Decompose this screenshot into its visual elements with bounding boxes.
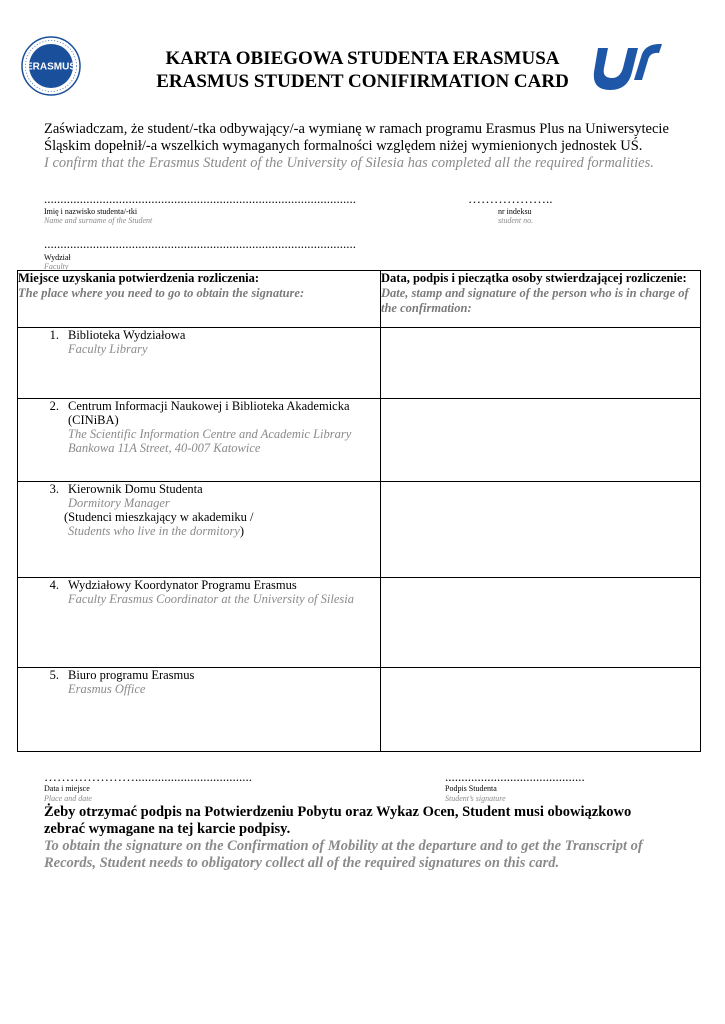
item-note (18, 524, 380, 538)
item-name-pl: Biblioteka Wydziałowa (68, 328, 186, 342)
intro-pl: Zaświadczam, że student/-tka odbywający/-a wymianę w ramach programu Erasmus Plus na Uniwersytecie Śląskim dopełnił/-a wszelkich wymaganych formalności względem niżej wymienionych jednostek UŚ. (44, 121, 669, 154)
item-number: 3. (49, 482, 59, 496)
table-row (18, 399, 701, 482)
item-name-pl: Biuro programu Erasmus (68, 668, 195, 682)
signature-table (17, 270, 701, 752)
table-row (18, 328, 701, 399)
intro-text (44, 121, 684, 172)
date-label-en: Place and date (44, 794, 92, 803)
footer-en: To obtain the signature on the Confirmation of Mobility at the departure and to get the Transcript of Records, Student needs to obligatory collect all of the required signatures on this card. (44, 838, 643, 871)
date-dots[interactable]: ………………….................................... (44, 769, 252, 784)
item-name-en: Faculty Library (68, 342, 148, 356)
intro-en: I confirm that the Erasmus Student of the University of Silesia has completed all the required formalities. (44, 155, 654, 171)
name-label: Imię i nazwisko studenta/-tki (44, 207, 138, 216)
table-row (18, 578, 701, 668)
student-signature-dots[interactable]: ........................................... (445, 769, 585, 784)
date-label: Data i miejsce (44, 784, 90, 793)
item-name-en: Erasmus Office (68, 682, 146, 696)
student-signature-label: Podpis Studenta (445, 784, 497, 793)
signature-cell-2[interactable] (381, 399, 701, 482)
table-header-row (18, 271, 701, 328)
item-name-en: Faculty Erasmus Coordinator at the University of Silesia (68, 592, 354, 606)
col1-header (18, 271, 381, 328)
item-number: 2. (49, 399, 59, 413)
faculty-dots[interactable]: ................................................................................................ (44, 236, 356, 251)
item-note-en: Students who live in the dormitory (68, 524, 240, 538)
title-line-pl: KARTA OBIEGOWA STUDENTA ERASMUSA (165, 48, 560, 69)
item-name-pl: Centrum Informacji Naukowej i Biblioteka Akademicka (CINiBA) (68, 399, 350, 427)
faculty-label-en: Faculty (44, 262, 69, 271)
footer-note (44, 804, 674, 872)
place-cell-4 (18, 578, 381, 668)
place-cell-1 (18, 328, 381, 399)
item-number: 5. (49, 668, 59, 682)
index-label-en: student no. (498, 216, 534, 225)
erasmus-logo-text: ERASMUS (25, 61, 77, 73)
col1-header-en: The place where you need to go to obtain the signature: (18, 286, 305, 300)
erasmus-logo (21, 36, 81, 96)
item-number: 4. (49, 578, 59, 592)
table-row (18, 668, 701, 752)
item-name-pl: Kierownik Domu Studenta (68, 482, 203, 496)
item-number: 1. (49, 328, 59, 342)
item-address-en: Bankowa 11A Street, 40-007 Katowice (68, 441, 261, 455)
name-label-en: Name and surname of the Student (44, 216, 153, 225)
col1-header-pl: Miejsce uzyskania potwierdzenia rozliczenia: (18, 271, 260, 285)
item-name-pl: Wydziałowy Koordynator Programu Erasmus (68, 578, 297, 592)
index-label: nr indeksu (498, 207, 532, 216)
signature-cell-3[interactable] (381, 482, 701, 578)
item-name-en: The Scientific Information Centre and Academic Library (68, 427, 352, 441)
col2-header-pl: Data, podpis i pieczątka osoby stwierdzającej rozliczenie: (381, 271, 687, 285)
col2-header (381, 271, 701, 328)
footer-pl: Żeby otrzymać podpis na Potwierdzeniu Pobytu oraz Wykaz Ocen, Student musi obowiązkowo zebrać wymagane na tej karcie podpisy. (44, 804, 632, 837)
index-dots[interactable]: ……………….. (468, 191, 553, 206)
item-note-pl: (Studenci mieszkający w akademiku / (64, 510, 254, 524)
name-dots[interactable]: ................................................................................................ (44, 191, 356, 206)
table-row (18, 482, 701, 578)
item-name-en: Dormitory Manager (68, 496, 170, 510)
place-cell-5 (18, 668, 381, 752)
signature-cell-4[interactable] (381, 578, 701, 668)
place-cell-3 (18, 482, 381, 578)
page-title (100, 47, 625, 93)
item-note-close: ) (239, 524, 245, 538)
title-line-en: ERASMUS STUDENT CONIFIRMATION CARD (156, 71, 569, 92)
student-signature-label-en: Student’s signature (445, 794, 506, 803)
signature-cell-5[interactable] (381, 668, 701, 752)
signature-cell-1[interactable] (381, 328, 701, 399)
faculty-label: Wydział (44, 253, 71, 262)
col2-header-en: Date, stamp and signature of the person who is in charge of the confirmation: (381, 286, 689, 315)
place-cell-2 (18, 399, 381, 482)
